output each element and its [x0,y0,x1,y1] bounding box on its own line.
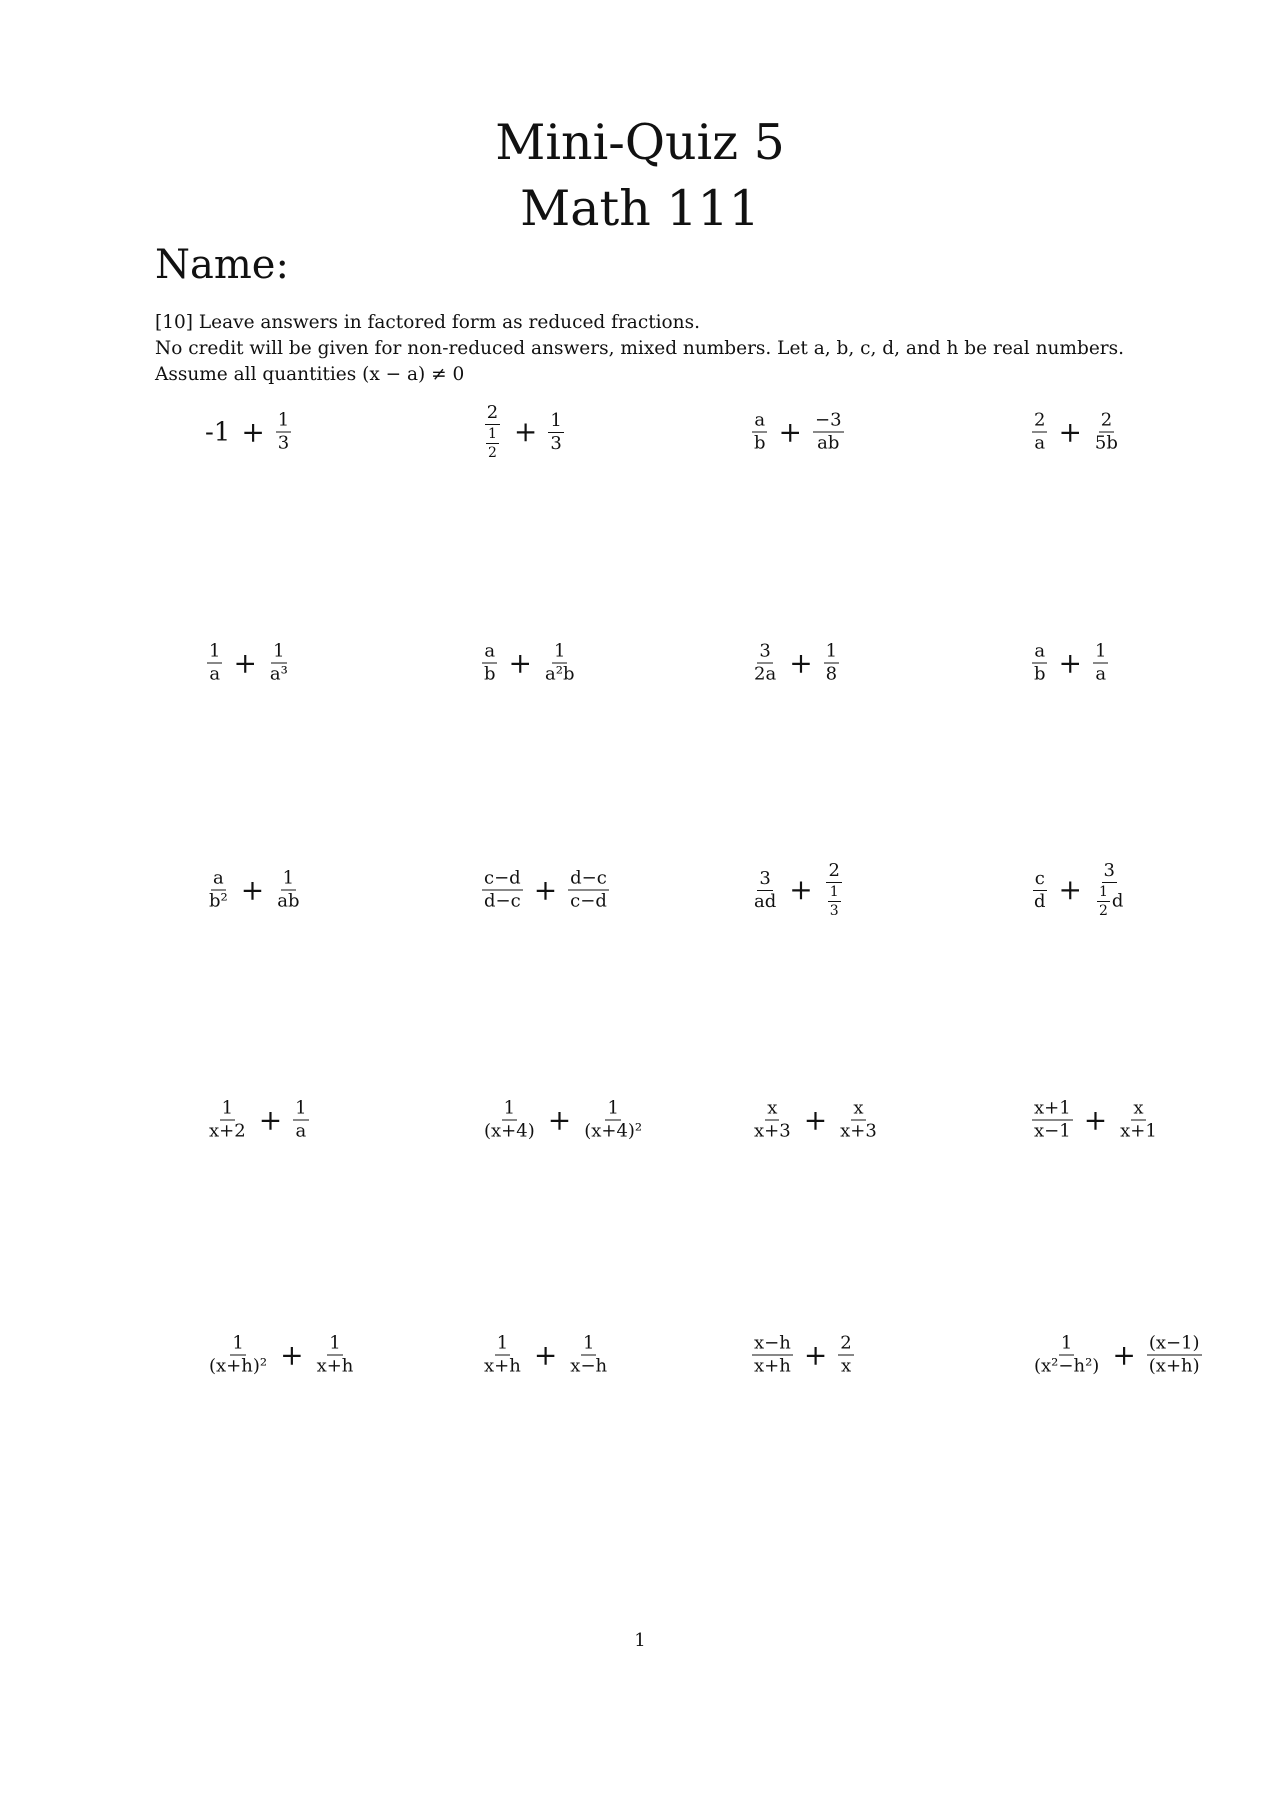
numerator: 1 [554,640,566,662]
denominator: x+h [484,1355,521,1377]
course-title: Math 111 [520,180,760,237]
fraction [1032,1332,1101,1377]
denominator: (x²−h²) [1034,1355,1100,1377]
fraction [1032,409,1047,454]
plus-sign: + [789,873,813,906]
denominator: x+h [316,1355,354,1377]
problem-17 [205,1332,357,1377]
numerator: 3 [759,640,771,662]
page-number: 1 [634,1630,646,1651]
fraction [543,640,576,685]
numerator: 2 [486,402,499,423]
fraction [275,867,301,912]
fraction [293,1097,308,1142]
denominator: 2a [754,663,777,685]
denominator: 2 [488,445,497,461]
quiz-title: Mini-Quiz 5 [495,114,785,171]
fraction [824,862,845,918]
plus-sign: + [533,873,558,906]
plus-sign: + [258,1103,283,1136]
fraction [752,409,768,454]
numerator: 3 [1103,860,1115,881]
denominator: b [754,432,766,454]
fraction [813,409,844,454]
plus-sign: + [533,1338,558,1371]
fraction [838,1097,879,1142]
plus-sign: + [1058,873,1082,906]
denominator: x−h [570,1355,608,1377]
numerator: d−c [570,867,607,889]
numerator: 1 [488,426,497,442]
denominator: (x+h)² [209,1355,268,1377]
denominator: ab [277,890,300,912]
numerator: 1 [209,640,221,662]
denominator: 3 [550,432,562,454]
plus-sign: + [778,415,802,448]
plus-sign: + [280,1338,304,1371]
problem-5 [205,640,292,685]
problem-4 [1030,409,1122,454]
fraction [482,640,498,685]
fraction [268,640,290,685]
numerator: 1 [582,1332,595,1354]
fraction [1032,1097,1073,1142]
fraction [207,1097,248,1142]
numerator: 1 [550,409,562,431]
numerator: (x−1) [1148,1332,1200,1354]
numerator: c−d [484,867,521,889]
denominator: a [1034,432,1046,454]
denominator: x+2 [209,1120,246,1142]
fraction [1118,1097,1159,1142]
numerator: 3 [759,867,771,889]
problem-10 [480,867,611,912]
fraction [1097,885,1110,918]
plus-sign: + [803,1103,828,1136]
denominator: x [840,1355,852,1377]
denominator: a [209,663,221,685]
denominator: x+3 [840,1120,877,1142]
instruction-line-3: Assume all quantities (x − a) ≠ 0 [155,364,465,385]
fraction [824,640,839,685]
fraction [1032,640,1048,685]
numerator: 1 [232,1332,244,1354]
numerator: 1 [607,1097,619,1119]
numerator: x [1133,1097,1144,1119]
numerator: −3 [815,409,842,431]
instruction-line-2: No credit will be given for non-reduced answers, mixed numbers. Let a, b, c, d, and h be real numbers. [155,338,1124,359]
plus-sign: + [233,646,257,679]
denominator: b [1034,663,1046,685]
fraction [207,640,222,685]
numerator: 1 [295,1097,307,1119]
plus-sign: + [513,415,538,448]
fraction [482,867,523,912]
denominator: 3 [277,432,290,454]
plus-sign: + [1083,1103,1108,1136]
denominator: x+3 [754,1120,791,1142]
denominator: a²b [545,663,575,685]
problem-7 [750,640,841,685]
fraction [207,867,230,912]
problem-18 [480,1332,611,1377]
fraction [568,1332,609,1377]
denominator: a³ [269,663,288,685]
fraction [1147,1332,1202,1377]
numerator: 1 [1060,1332,1073,1354]
numerator: 2 [840,1332,852,1354]
denominator [824,883,845,918]
instruction-line-1: [10] Leave answers in factored form as reduced fractions. [155,312,700,333]
problem-6 [480,640,578,685]
fraction [752,867,778,912]
plus-sign: + [1058,415,1082,448]
fraction [548,409,563,454]
numerator: a [213,867,224,889]
plus-sign: + [508,646,532,679]
denominator: (x+4)² [584,1120,643,1142]
name-label: Name: [155,242,289,288]
plus-sign: + [240,873,265,906]
numerator: a [754,409,766,431]
numerator: x [767,1097,778,1119]
problem-1 [205,409,293,454]
denominator: 2 [1099,903,1108,919]
denominator: (x+h) [1148,1355,1200,1377]
fraction [752,1097,793,1142]
fraction [752,640,778,685]
denominator [482,425,503,460]
denominator: x−1 [1034,1120,1071,1142]
problem-14 [480,1097,646,1142]
numerator: c [1034,867,1045,889]
numerator: x+1 [1034,1097,1071,1119]
numerator: 2 [1034,409,1046,431]
problem-16 [1030,1097,1161,1142]
plus-sign: + [803,1338,828,1371]
denominator: (x+4) [484,1120,535,1142]
fraction [1093,640,1108,685]
fraction [482,1332,523,1377]
numerator: a [1034,640,1046,662]
fraction [207,1332,269,1377]
numerator: 1 [221,1097,234,1119]
problem-13 [205,1097,311,1142]
numerator: 1 [1099,884,1108,900]
fraction [482,404,503,460]
plus-sign: + [1112,1338,1136,1371]
denominator: b² [209,890,228,912]
plus-sign: + [241,415,265,448]
fraction [1093,409,1120,454]
fraction [1032,867,1048,912]
numerator: 1 [277,409,290,431]
numerator: 1 [1095,640,1107,662]
problem-11 [750,862,847,918]
denominator: b [484,663,496,685]
fraction [482,1097,537,1142]
numerator: x [853,1097,864,1119]
numerator: 1 [329,1332,341,1354]
denominator: x+h [754,1355,791,1377]
denominator: a [295,1120,307,1142]
denominator: d−c [484,890,521,912]
denominator: ab [817,432,840,454]
fraction [838,1332,853,1377]
problem-20 [1030,1332,1204,1377]
denominator: c−d [570,890,607,912]
denominator: a [1095,663,1107,685]
denominator: 3 [829,903,839,919]
numerator: 2 [1100,409,1113,431]
fraction [315,1332,356,1377]
problem-9 [205,867,303,912]
fraction [752,1332,793,1377]
fraction [1093,862,1125,918]
instructions [155,310,1165,388]
numerator: 1 [829,884,839,900]
denominator: 5b [1094,432,1118,454]
numerator: a [484,640,496,662]
numerator: 2 [828,860,840,881]
numerator: 1 [282,867,295,889]
fraction [828,885,841,918]
denominator: ad [754,890,777,912]
plus-sign: + [789,646,813,679]
problem-8 [1030,640,1110,685]
problem-12 [1030,862,1127,918]
numerator: x−h [754,1332,791,1354]
fraction [276,409,291,454]
numerator: 1 [273,640,285,662]
fraction [582,1097,644,1142]
fraction [568,867,609,912]
denominator: d [1034,890,1046,912]
numerator: 1 [503,1097,516,1119]
fraction [486,427,499,460]
whole-number: -1 [205,417,231,447]
plus-sign: + [547,1103,572,1136]
problem-15 [750,1097,881,1142]
problem-2 [480,404,566,460]
numerator: 1 [825,640,838,662]
numerator: 1 [496,1332,509,1354]
denominator: x+1 [1120,1120,1157,1142]
problem-3 [750,409,846,454]
plus-sign: + [1058,646,1082,679]
problem-19 [750,1332,856,1377]
denominator: $\frac{1}{2}$ d [1099,884,1124,919]
denominator: 8 [825,663,838,685]
